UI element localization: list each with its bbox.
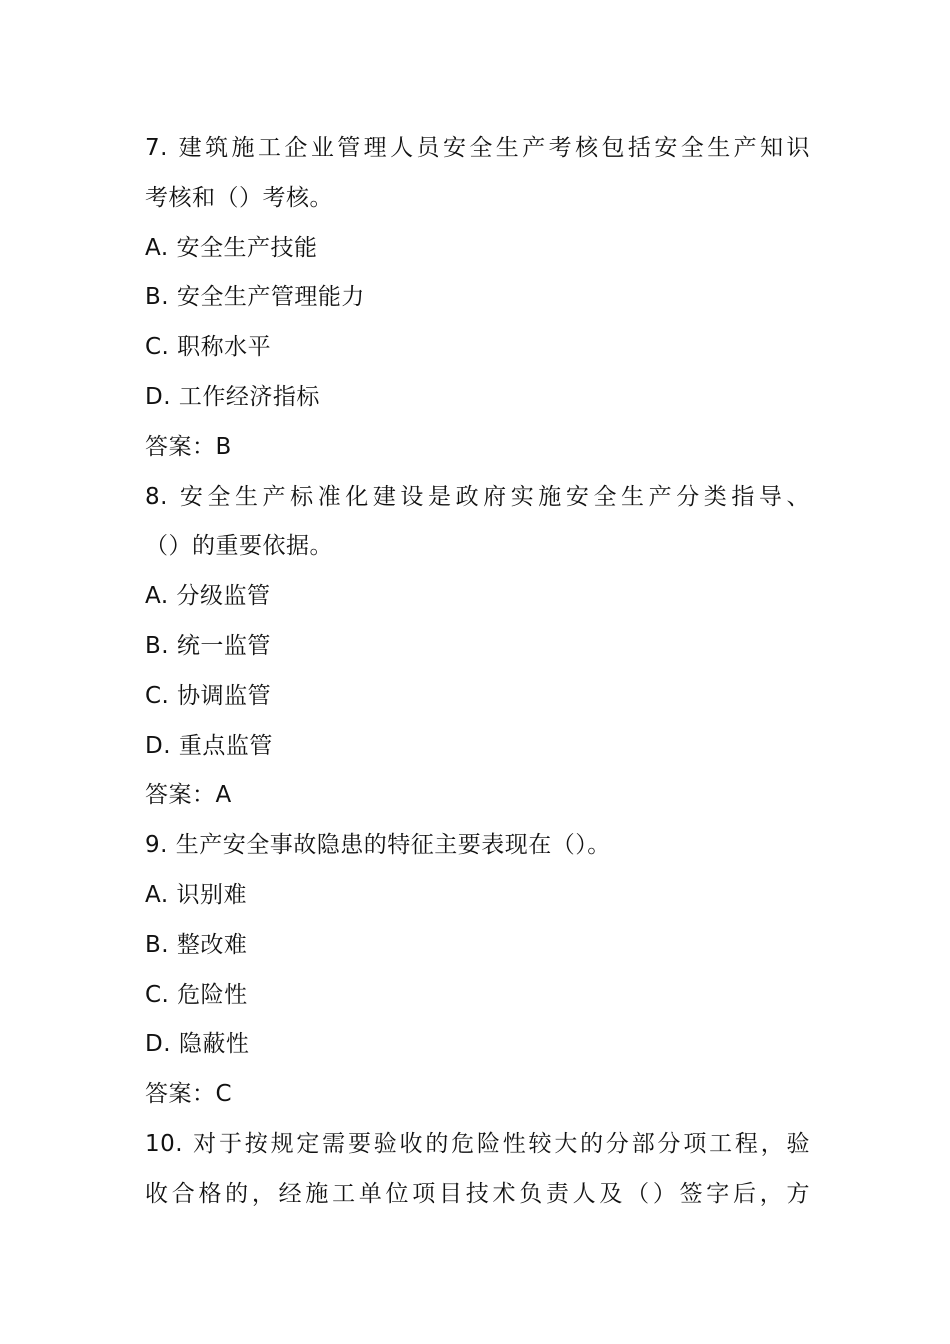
question-9 xyxy=(145,821,810,1120)
stem-line: 8. 安全生产标准化建设是政府实施安全生产分类指导、 xyxy=(145,483,810,510)
option-d: D. 重点监管 xyxy=(145,732,273,759)
question-stem xyxy=(145,1120,810,1220)
question-7 xyxy=(145,124,810,473)
question-10 xyxy=(145,1120,810,1220)
option-a: A. 识别难 xyxy=(145,881,247,908)
stem-line: 9. 生产安全事故隐患的特征主要表现在（）。 xyxy=(145,832,611,859)
question-stem xyxy=(145,124,810,224)
option-a: A. 安全生产技能 xyxy=(145,234,318,261)
stem-line: 考核和（）考核。 xyxy=(145,184,333,211)
question-8 xyxy=(145,473,810,822)
stem-line: 收合格的，经施工单位项目技术负责人及（）签字后，方 xyxy=(145,1180,810,1207)
option-a: A. 分级监管 xyxy=(145,583,271,610)
option-c: C. 危险性 xyxy=(145,981,248,1008)
answer: 答案：C xyxy=(145,1081,233,1108)
option-d: D. 工作经济指标 xyxy=(145,383,320,410)
option-b: B. 统一监管 xyxy=(145,632,271,659)
document-page xyxy=(145,124,810,1220)
stem-line: （）的重要依据。 xyxy=(145,533,333,560)
option-b: B. 整改难 xyxy=(145,931,248,958)
stem-line: 7. 建筑施工企业管理人员安全生产考核包括安全生产知识 xyxy=(145,135,810,161)
stem-line: 10. 对于按规定需要验收的危险性较大的分部分项工程，验 xyxy=(145,1130,810,1157)
answer: 答案：B xyxy=(145,433,232,460)
question-stem xyxy=(145,473,810,573)
question-stem xyxy=(145,821,810,871)
option-c: C. 协调监管 xyxy=(145,682,272,709)
option-c: C. 职称水平 xyxy=(145,334,272,361)
answer: 答案：A xyxy=(145,782,232,809)
option-b: B. 安全生产管理能力 xyxy=(145,284,365,311)
option-d: D. 隐蔽性 xyxy=(145,1031,250,1058)
